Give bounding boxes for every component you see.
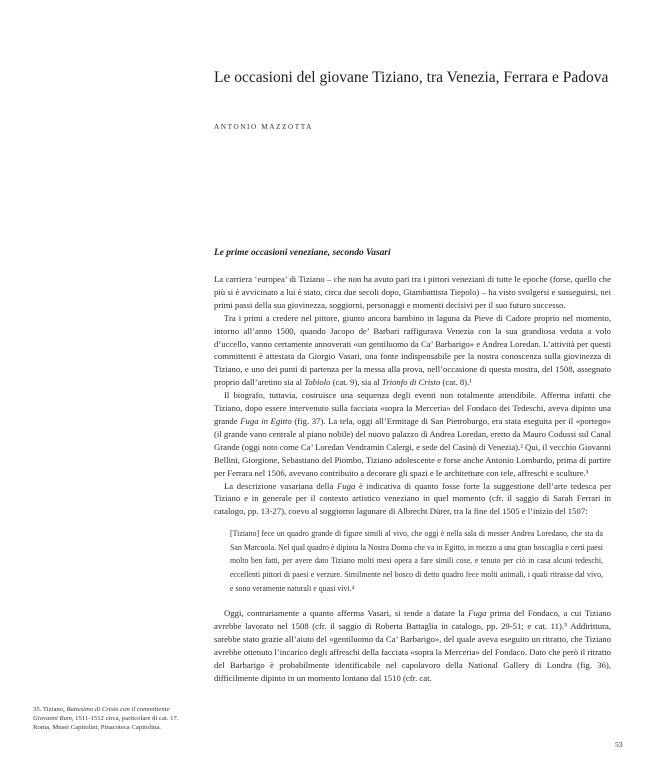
caption-lead: 35. Tiziano,	[33, 706, 67, 713]
caption-work-title: Battesimo di Cristo con il committente Giovanni Ram	[33, 706, 170, 723]
artwork-title-fuga-2: Fuga	[468, 608, 487, 619]
paragraph-3	[214, 389, 611, 479]
paragraph-2-text-a: Tra i primi a credere nel pittore, giunto ancora bambino in laguna da Pieve di Cadore proprio nel momento, intorno all’anno 1500, quando Jacopo de’ Barbari raffigurava Venezia con la sua grandiosa veduta a volo d’uccello, vanno certamente annoverati «un gentiluomo da Ca’ Barbarigo» e Andrea Loredan. L’attività per questi committenti è attestata da Giorgio Vasari, una fonte indispensabile per la nostra conoscenza sulla giovinezza di Tiziano, e uno dei punti di partenza per la messa alla prova, nell’occasione di questa mostra, del 1508, assegnato proprio dall’aretino sia al	[214, 312, 611, 388]
paragraph-2-text-c: (cat. 8).¹	[440, 377, 472, 388]
artwork-title-trionfo: Trionfo di Cristo	[381, 377, 441, 388]
article-title: Le occasioni del giovane Tiziano, tra Venezia, Ferrara e Padova	[214, 69, 609, 86]
artwork-title-fuga-in-egitto: Fuga in Egitto	[240, 415, 292, 426]
paragraph-4-text-a: La descrizione vasariana della	[224, 480, 337, 491]
artwork-title-fuga: Fuga	[336, 480, 356, 491]
artwork-title-tobiolo: Tobiolo	[304, 377, 331, 388]
paragraph-3-text-a: Il biografo, tuttavia, costruisce una sequenza degli eventi non totalmente attendibile. Afferma infatti che Tiziano, dopo essere intervenuto sulla facciata «sopra la Merceria» del Fondaco dei Tedeschi, aveva dipinto una grande	[214, 390, 611, 426]
paragraph-2-text-b: (cat. 9), sia al	[330, 377, 382, 388]
paragraph-2	[214, 312, 611, 389]
page-number: 53	[615, 740, 623, 749]
paragraph-5-text-b: prima del Fondaco, a cui Tiziano avrebbe lavorato nel 1508 (cfr. il saggio di Roberta Battaglia in catalogo, pp. 29-51; e cat. 11).⁵ Addirittura, sarebbe stato grazie all’aiuto del «gentiluomo da Ca’ Barbarigo», del quale aveva eseguito un ritratto, che Tiziano avrebbe ottenuto l’incarico degli affreschi della facciata «sopra la Merceria» del Fondaco. Dato che però il ritratto del Barbarigo è probabilmente identificabile nel capolavoro della National Gallery di Londra (fig. 36), difficilmente dipinto in un momento lontano dal 1510 (cfr. cat.	[214, 608, 611, 683]
figure-caption	[33, 705, 181, 732]
paragraph-3-text-b: (fig. 37). La tela, oggi all’Ermitage di San Pietroburgo, era stata eseguita per il «portego» (il grande vano centrale al piano nobile) del nuovo palazzo di Andrea Loredan, eretto da Mauro Codussi sul Canal Grande (oggi noto come Ca’ Loredan Vendramin Calergi, e sede del Casinò di Venezia).² Qui, il vecchio Giovanni Bellini, Giorgione, Sebastiano del Piombo, Tiziano adolescente e forse anche Antonio Lombardo, prima di partire per Ferrara nel 1506, avevano contribuito a decorare gli spazi e le architetture con tele, affreschi e sculture.³	[214, 415, 611, 478]
paragraph-4-text-b: è indicativa di quanto fosse forte la suggestione dell’arte tedesca per Tiziano e in generale per il contesto artistico veneziano in quel momento (cfr. il saggio di Sarah Ferrari in catalogo, pp. 13-27), coevo al soggiorno lagunare di Albrecht Dürer, tra la fine del 1505 e l’inizio del 1507:	[214, 480, 611, 517]
paragraph-5	[214, 607, 611, 684]
paragraph-4	[214, 480, 611, 519]
paragraph-1: La carriera ‘europea’ di Tiziano – che non ha avuto pari tra i pittori veneziani di tutte le epoche (forse, quello che più si è avvicinato a lui è stato, circa due secoli dopo, Giambattista Tiepolo) – ha visto svolgersi e susseguirsi, nei primi passi della sua giovinezza, soggiorni, personaggi e momenti decisivi per il suo futuro successo.	[214, 274, 611, 310]
caption-rest: , 1511-1512 circa, particolare di cat. 17. Roma, Musei Capitolini, Pinacoteca Capitolina.	[33, 715, 179, 732]
section-heading: Le prime occasioni veneziane, secondo Vasari	[214, 248, 391, 258]
block-quote: [Tiziano] fece un quadro grande di figure simili al vivo, che oggi è nella sala di messer Andrea Loredano, che sta da San Marcuola. Nel qual quadro è dipinta la Nostra Donna che va in Egitto, in mezzo a una gran boscaglia e certi paesi molto ben fatti, per avere dato Tiziano molti mesi opera a fare simili cose, e tenuto per ciò in casa alcuni tedeschi, eccellenti pittori di paesi e verzure. Similmente nel bosco di detto quadro fece molti animali, i quali ritrasse dal vivo, e sono veramente naturali e quasi vivi.⁴	[230, 529, 603, 593]
author-name: ANTONIO MAZZOTTA	[214, 123, 313, 131]
article-body	[214, 273, 611, 685]
paragraph-5-text-a: Oggi, contrariamente a quanto afferma Vasari, si tende a datare la	[224, 608, 469, 619]
